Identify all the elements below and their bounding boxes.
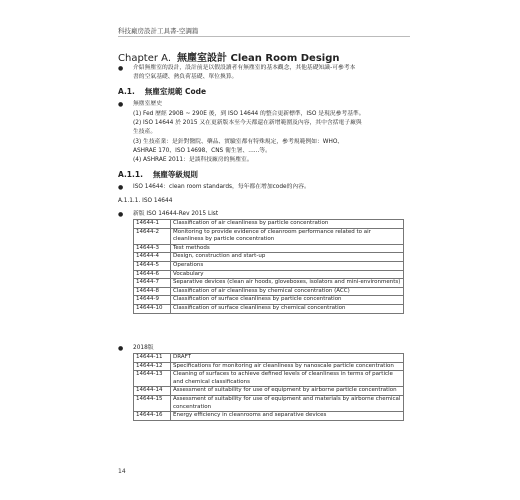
subsection-heading: A.1.1.1. ISO 14644 (118, 198, 173, 204)
part-title-cell: Energy efficiency in cleanrooms and separative devices (171, 412, 404, 421)
part-code-cell: 14644-16 (134, 412, 171, 421)
section-a11-number: A.1.1. (118, 170, 143, 179)
part-code-cell: 14644-5 (134, 261, 171, 270)
part-title-cell: Vocabulary (171, 270, 404, 279)
part-code-cell: 14644-8 (134, 287, 171, 296)
part-title-cell: Separative devices (clean air hoods, gloveboxes, isolators and mini-environments) (171, 279, 404, 288)
part-code-cell: 14644-14 (134, 387, 171, 396)
part-code-cell: 14644-2 (134, 228, 171, 244)
part-code-cell: 14644-1 (134, 220, 171, 229)
part-title-cell: Design, construction and start-up (171, 253, 404, 262)
table-row (134, 354, 404, 363)
part-title-cell: Assessment of suitability for use of equipment by airborne particle concentration (171, 387, 404, 396)
iso-2015-table (133, 219, 404, 314)
part-code-cell: 14644-6 (134, 270, 171, 279)
section-a11-heading (118, 169, 208, 180)
header-rule (118, 36, 410, 37)
chapter-heading (118, 49, 339, 64)
table1-label: 新版 ISO 14644-Rev 2015 List (133, 211, 219, 217)
table-row (134, 244, 404, 253)
bullet-icon: ● (118, 184, 124, 191)
part-code-cell: 14644-7 (134, 279, 171, 288)
part-code-cell: 14644-15 (134, 395, 171, 411)
part-code-cell: 14644-11 (134, 354, 171, 363)
page-number: 14 (118, 468, 126, 475)
table-row (134, 296, 404, 305)
part-code-cell: 14644-3 (134, 244, 171, 253)
part-title-cell: Classification of surface cleanliness by chemical concentration (171, 304, 404, 313)
part-title-cell: Classification of air cleanliness by particle concentration (171, 220, 404, 229)
history-line: (4) ASHRAE 2011：是談科技廠房的無塵室。 (133, 157, 253, 163)
iso-bullet: ISO 14644：clean room standards，每年都在增加code的內容。 (133, 184, 310, 190)
part-code-cell: 14644-4 (134, 253, 171, 262)
part-title-cell: Cleaning of surfaces to achieve defined levels of cleanliness in terms of particle and chemical classifications (171, 371, 404, 387)
iso-2018-table (133, 353, 404, 421)
table-row (134, 412, 404, 421)
part-title-cell: Operations (171, 261, 404, 270)
table-row (134, 287, 404, 296)
running-header: 科技廠房設計工具書-空調篇 (118, 27, 199, 35)
part-title-cell: Assessment of suitability for use of equipment and materials by airborne chemical concentration (171, 395, 404, 411)
table2-label: 2018版 (133, 345, 154, 351)
intro-line-1: 介紹無塵室的設計，設計前是以假設讀者有無塵室的基本觀念，其他基礎知識-可參考本 (133, 65, 356, 71)
part-title-cell: Test methods (171, 244, 404, 253)
section-a1-heading (118, 86, 216, 97)
bullet-icon: ● (118, 65, 124, 72)
history-line: ASHRAE 170、ISO 14698、CNS 衛生署、......等。 (133, 148, 271, 154)
chapter-title: 無塵室設計 Clean Room Design (177, 53, 340, 64)
table-row (134, 279, 404, 288)
part-title-cell: Specifications for monitoring air cleanliness by nanoscale particle concentration (171, 362, 404, 371)
part-title-cell: Monitoring to provide evidence of cleanroom performance related to air cleanliness by particle concentration (171, 228, 404, 244)
bullet-icon: ● (118, 345, 124, 352)
history-bullet: 無塵室歷史 (133, 101, 162, 107)
history-line: (2) ISO 14644 於 2015 又在更新版本至今天都還在新增範圍及內容，其中含括電子廠與 (133, 120, 362, 126)
bullet-icon: ● (118, 211, 124, 218)
part-code-cell: 14644-13 (134, 371, 171, 387)
table-row (134, 270, 404, 279)
bullet-icon: ● (118, 101, 124, 108)
table-row (134, 253, 404, 262)
part-title-cell: Classification of air cleanliness by chemical concentration (ACC) (171, 287, 404, 296)
part-code-cell: 14644-10 (134, 304, 171, 313)
table-row (134, 261, 404, 270)
section-a1-title: 無塵室規範 Code (144, 87, 207, 96)
history-line: (1) Fed 歷經 290B ~ 290E 後，到 ISO 14644 的整合更新標準，ISO 是現況參考基準。 (133, 111, 365, 117)
table-row (134, 371, 404, 387)
table-row (134, 304, 404, 313)
section-a1-number: A.1. (118, 87, 135, 96)
section-a11-title: 無塵等級規則 (152, 170, 198, 179)
history-line: (3) 生技產業：是針對醫院、藥品、實驗室都有特殊規定，參考規範例如：WHO、 (133, 139, 344, 145)
table-row (134, 387, 404, 396)
part-code-cell: 14644-9 (134, 296, 171, 305)
table-row (134, 220, 404, 229)
chapter-number: Chapter A. (118, 53, 172, 64)
part-title-cell: Classification of surface cleanliness by particle concentration (171, 296, 404, 305)
part-code-cell: 14644-12 (134, 362, 171, 371)
intro-line-2: 書的空氣基礎、熱負荷基礎、單位換算。 (133, 74, 238, 80)
table-row (134, 362, 404, 371)
table-row (134, 395, 404, 411)
history-line: 生技產。 (133, 129, 157, 135)
table-row (134, 228, 404, 244)
part-title-cell: DRAFT (171, 354, 404, 363)
